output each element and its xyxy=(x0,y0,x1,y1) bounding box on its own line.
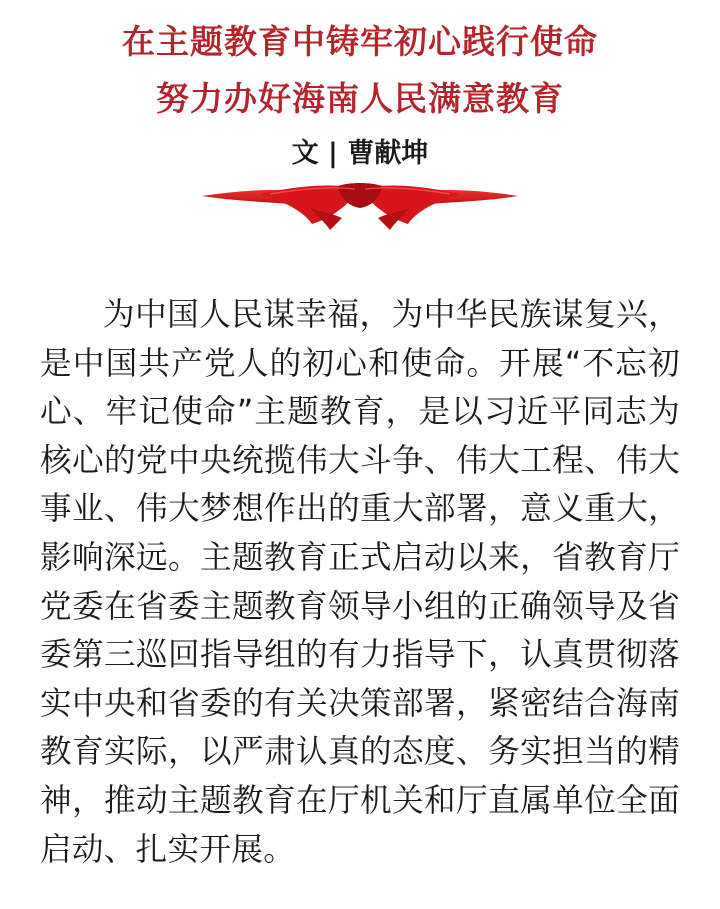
article-body: 为中国人民谋幸福，为中华民族谋复兴，是中国共产党人的初心和使命。开展“不忘初心、牢记使命”主题教育，是以习近平同志为核心的党中央统揽伟大斗争、伟大工程、伟大事业、伟大梦想作出的重大部署，意义重大，影响深远。主题教育正式启动以来，省教育厅党委在省委主题教育领导小组的正确领导及省委第三巡回指导组的有力指导下，认真贯彻落实中央和省委的有关决策部署，紧密结合海南教育实际，以严肃认真的态度、务实担当的精神，推动主题教育在厅机关和厅直属单位全面启动、扎实开展。 xyxy=(40,297,680,868)
red-ribbon-divider-icon xyxy=(200,172,520,230)
article-title-line2: 努力办好海南人民满意教育 xyxy=(156,79,564,118)
article-title-line1: 在主题教育中铸牢初心践行使命 xyxy=(122,22,598,61)
author-byline: 文 | 曹献坤 xyxy=(291,138,429,169)
